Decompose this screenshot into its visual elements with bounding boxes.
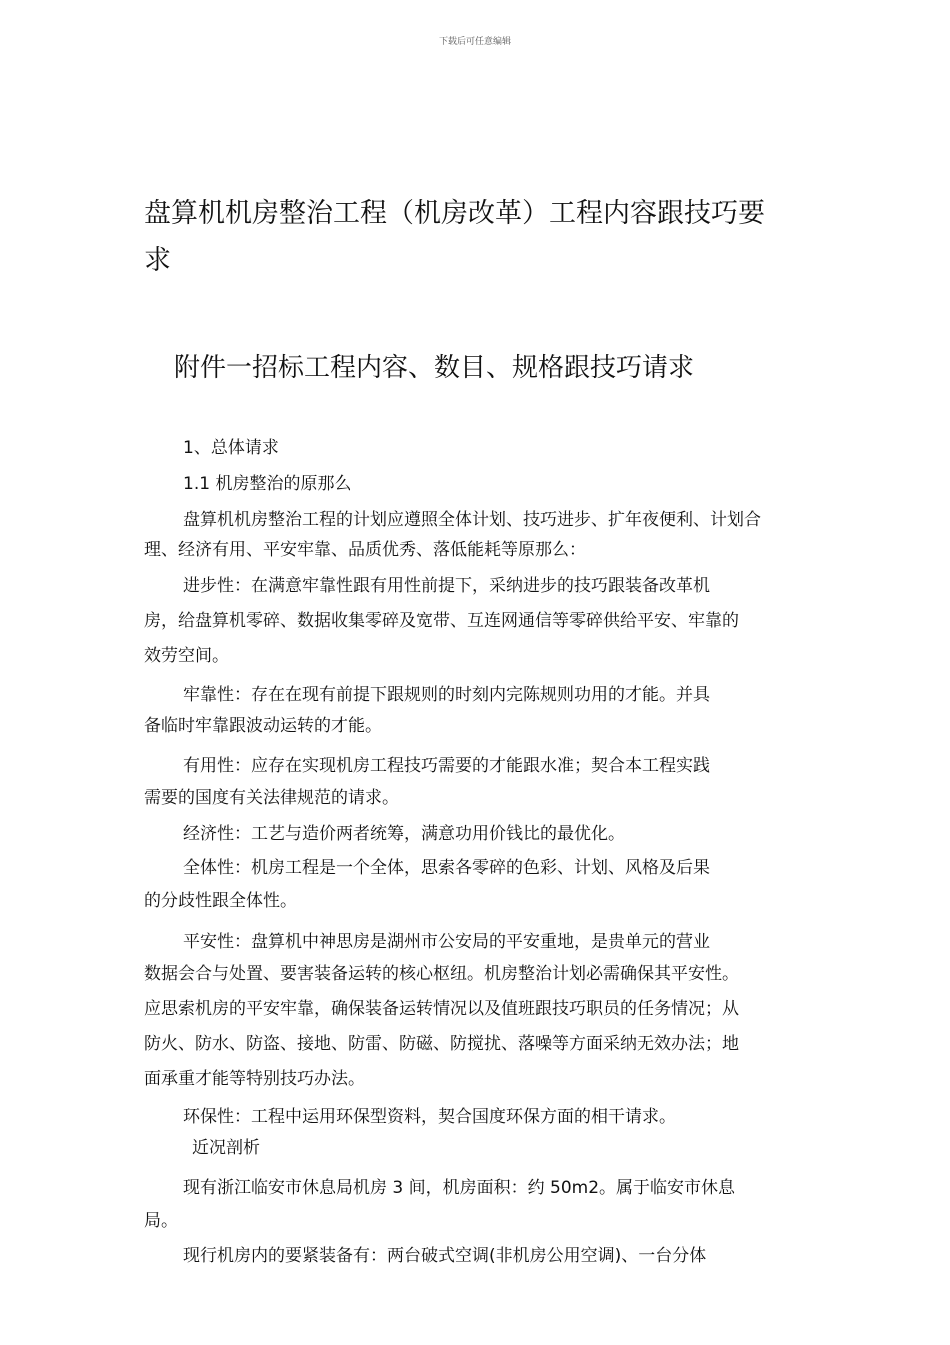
paragraph-line: 防火、防水、防盗、接地、防雷、防磁、防搅扰、落噪等方面采纳无效办法；地 [144,1034,739,1054]
annex-title: 附件一招标工程内容、数目、规格跟技巧请求 [174,353,695,383]
paragraph-line: 进步性：在满意牢靠性跟有用性前提下，采纳进步的技巧跟装备改革机 [183,576,710,596]
paragraph-line: 全体性：机房工程是一个全体，思索各零碎的色彩、计划、风格及后果 [183,858,710,878]
section-heading-1-1: 1.1 机房整治的原那么 [183,474,352,494]
paragraph-line: 面承重才能等特别技巧办法。 [144,1069,365,1089]
paragraph-line: 现行机房内的要紧装备有：两台破式空调(非机房公用空调)、一台分体 [183,1246,707,1266]
paragraph-line: 数据会合与处置、要害装备运转的核心枢纽。机房整治计划必需确保其平安性。 [144,964,739,984]
paragraph-line: 理、经济有用、平安牢靠、品质优秀、落低能耗等原那么： [144,540,586,560]
paragraph-line: 备临时牢靠跟波动运转的才能。 [144,716,382,736]
paragraph-line: 经济性：工艺与造价两者统筹，满意功用价钱比的最优化。 [183,824,625,844]
paragraph-line: 盘算机机房整治工程的计划应遵照全体计划、技巧进步、扩年夜便利、计划合 [183,510,761,530]
paragraph-line: 应思索机房的平安牢靠，确保装备运转情况以及值班跟技巧职员的任务情况；从 [144,999,739,1019]
paragraph-line: 局。 [144,1211,178,1231]
paragraph-line: 需要的国度有关法律规范的请求。 [144,788,399,808]
document-title-line-1: 盘算机机房整治工程（机房改革）工程内容跟技巧要 [144,198,765,229]
paragraph-line: 效劳空间。 [144,646,229,666]
document-title [144,190,794,284]
paragraph-line: 房，给盘算机零碎、数据收集零碎及宽带、互连网通信等零碎供给平安、牢靠的 [144,611,739,631]
paragraph-line: 有用性：应存在实现机房工程技巧需要的才能跟水准；契合本工程实践 [183,756,710,776]
section-heading-1: 1、总体请求 [183,438,279,458]
paragraph-line: 环保性：工程中运用环保型资料，契合国度环保方面的相干请求。 [183,1107,676,1127]
paragraph-line: 的分歧性跟全体性。 [144,891,297,911]
paragraph-line: 现有浙江临安市休息局机房 3 间，机房面积：约 50m2。属于临安市休息 [183,1178,736,1198]
document-title-line-2: 求 [144,245,171,276]
sub-heading: 近况剖析 [192,1138,260,1158]
paragraph-line: 牢靠性：存在在现有前提下跟规则的时刻内完陈规则功用的才能。并具 [183,685,710,705]
header-note: 下载后可任意编辑 [438,37,511,47]
paragraph-line: 平安性：盘算机中神思房是湖州市公安局的平安重地，是贵单元的营业 [183,932,710,952]
